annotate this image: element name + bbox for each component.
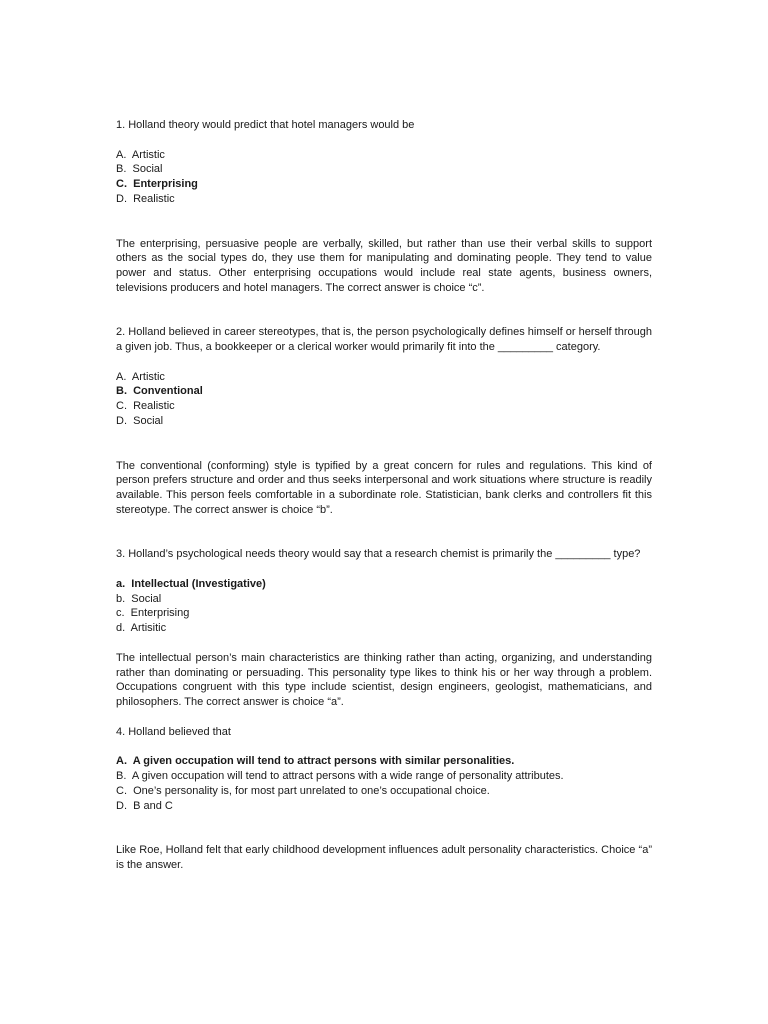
question-1-option-b: B. Social: [116, 163, 163, 176]
question-2-option-a: A. Artistic: [116, 370, 165, 383]
question-3-option-b: b. Social: [116, 592, 162, 605]
question-4-explanation: Like Roe, Holland felt that early childhood development influences adult personality characteristics. Choice “a” is the answer.: [116, 844, 652, 871]
question-4-option-d: D. B and C: [116, 799, 173, 812]
question-2-option-b-correct: B. Conventional: [116, 385, 203, 398]
question-3-explanation: The intellectual person’s main characteristics are thinking rather than acting, organizing, and understanding rather than dominating or persuading. This personality type likes to think his or her way through a problem. Occupations congruent with this type include scientist, design engineers, geologist, mathematicians, and philosophers. The correct answer is choice “a”.: [116, 651, 652, 708]
question-4-option-a-correct: A. A given occupation will tend to attract persons with similar personalities.: [116, 755, 515, 768]
question-4-option-b: B. A given occupation will tend to attract persons with a wide range of personality attributes.: [116, 770, 564, 783]
question-1-option-c-correct: C. Enterprising: [116, 178, 198, 191]
question-1-option-d: D. Realistic: [116, 192, 175, 205]
question-2-stem: 2. Holland believed in career stereotypes, that is, the person psychologically defines himself or herself through a given job. Thus, a bookkeeper or a clerical worker would primarily fit into the _________ category.: [116, 326, 652, 354]
question-1-explanation: The enterprising, persuasive people are verbally, skilled, but rather than use their verbal skills to support others as the social types do, they use them for manipulating and dominating people. They tend to value power and status. Other enterprising occupations would include real state agents, business owners, televisions producers and hotel managers. The correct answer is choice “c”.: [116, 237, 652, 294]
question-4-stem: 4. Holland believed that: [116, 725, 231, 738]
question-3-option-d: d. Artisitic: [116, 622, 167, 635]
question-2-explanation: The conventional (conforming) style is typified by a great concern for rules and regulations. This kind of person prefers structure and order and thus seeks interpersonal and work situations where structure is readily available. This person feels comfortable in a subordinate role. Statistician, bank clerks and controllers fit this stereotype. The correct answer is choice “b”.: [116, 459, 652, 516]
question-2-option-c: C. Realistic: [116, 400, 175, 413]
question-3-option-a-correct: a. Intellectual (Investigative): [116, 578, 266, 591]
question-1-option-a: A. Artistic: [116, 148, 165, 161]
question-2-option-d: D. Social: [116, 414, 164, 427]
question-3-option-c: c. Enterprising: [116, 607, 190, 620]
question-4-option-c: C. One’s personality is, for most part unrelated to one’s occupational choice.: [116, 784, 490, 797]
document-page: [116, 118, 652, 873]
question-1-stem: 1. Holland theory would predict that hotel managers would be: [116, 119, 415, 131]
question-3-stem: 3. Holland’s psychological needs theory would say that a research chemist is primarily the _________ type?: [116, 548, 641, 561]
